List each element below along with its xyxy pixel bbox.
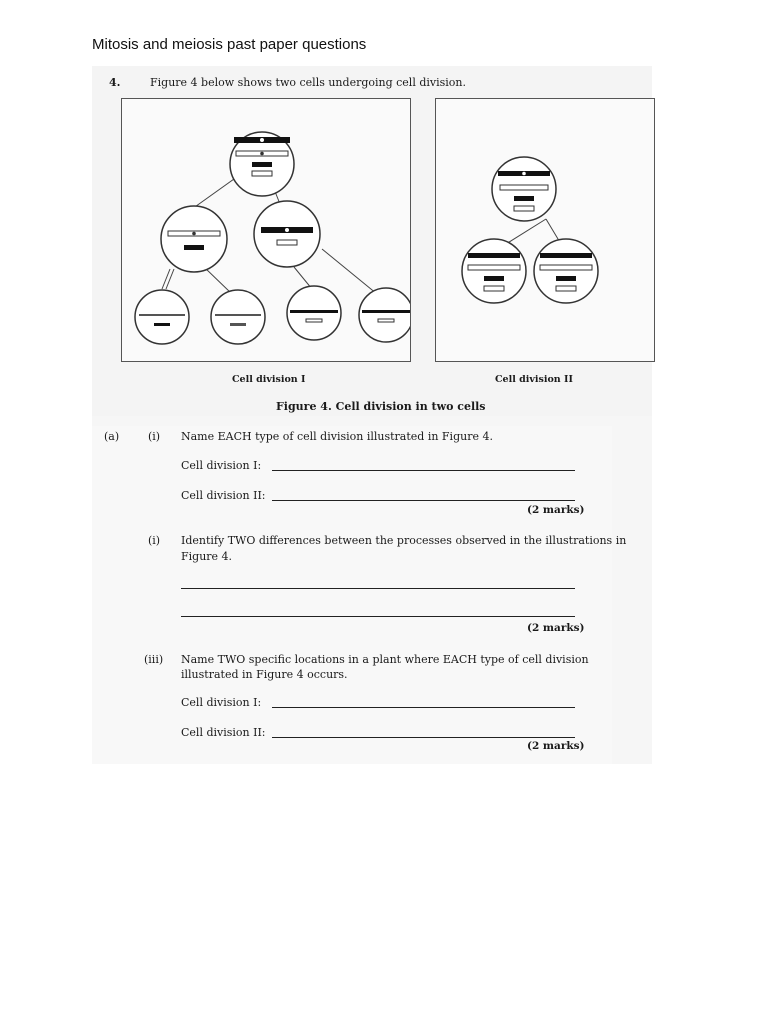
- label-cell-division-1: Cell division I: [232, 374, 306, 385]
- question-intro: Figure 4 below shows two cells undergoing cell division.: [150, 76, 466, 89]
- part-ii-answer-line-2[interactable]: [181, 616, 575, 617]
- part-ii-prompt-line1: Identify TWO differences between the processes observed in the illustrations in: [181, 534, 627, 547]
- part-ii-marks: (2 marks): [527, 622, 585, 634]
- part-iii-numeral: (iii): [144, 653, 164, 666]
- part-i-answer-2-label: Cell division II:: [181, 489, 266, 502]
- part-i-prompt: Name EACH type of cell division illustrated in Figure 4.: [181, 430, 493, 443]
- part-iii-answer-1-line[interactable]: [272, 707, 575, 708]
- part-iii-prompt-line1: Name TWO specific locations in a plant where EACH type of cell division: [181, 653, 589, 666]
- daughter-cell-left: [161, 206, 227, 272]
- cell-division-2-diagram: [436, 99, 654, 361]
- part-i-numeral: (i): [148, 430, 161, 443]
- scan-questions-region: [92, 426, 612, 764]
- parent-cell-2: [492, 157, 556, 221]
- question-number: 4.: [109, 76, 121, 89]
- scanned-question: [92, 66, 652, 764]
- part-iii-answer-1-label: Cell division I:: [181, 696, 262, 709]
- part-i-marks: (2 marks): [527, 504, 585, 516]
- part-iii-answer-2-label: Cell division II:: [181, 726, 266, 739]
- figure-cell-division-1: [121, 98, 411, 362]
- parent-cell: [230, 132, 294, 196]
- daughter-cell-right: [254, 201, 320, 267]
- daughter-cell-2-right: [534, 239, 598, 303]
- cell-division-1-diagram: [122, 99, 410, 361]
- figure-caption: Figure 4. Cell division in two cells: [276, 400, 486, 413]
- part-ii-numeral: (i): [148, 534, 161, 547]
- label-cell-division-2: Cell division II: [495, 374, 573, 385]
- part-ii-answer-line-1[interactable]: [181, 588, 575, 589]
- part-i-answer-1-line[interactable]: [272, 470, 575, 471]
- page-heading: Mitosis and meiosis past paper questions: [92, 36, 367, 53]
- granddaughter-cells: [135, 286, 410, 344]
- part-ii-prompt-line2: Figure 4.: [181, 550, 233, 563]
- figure-cell-division-2: [435, 98, 655, 362]
- part-iii-answer-2-line[interactable]: [272, 737, 575, 738]
- part-i-answer-2-line[interactable]: [272, 500, 575, 501]
- part-iii-marks: (2 marks): [527, 740, 585, 752]
- daughter-cell-2-left: [462, 239, 526, 303]
- part-i-answer-1-label: Cell division I:: [181, 459, 262, 472]
- part-iii-prompt-line2: illustrated in Figure 4 occurs.: [181, 668, 348, 681]
- part-a-letter: (a): [104, 430, 120, 443]
